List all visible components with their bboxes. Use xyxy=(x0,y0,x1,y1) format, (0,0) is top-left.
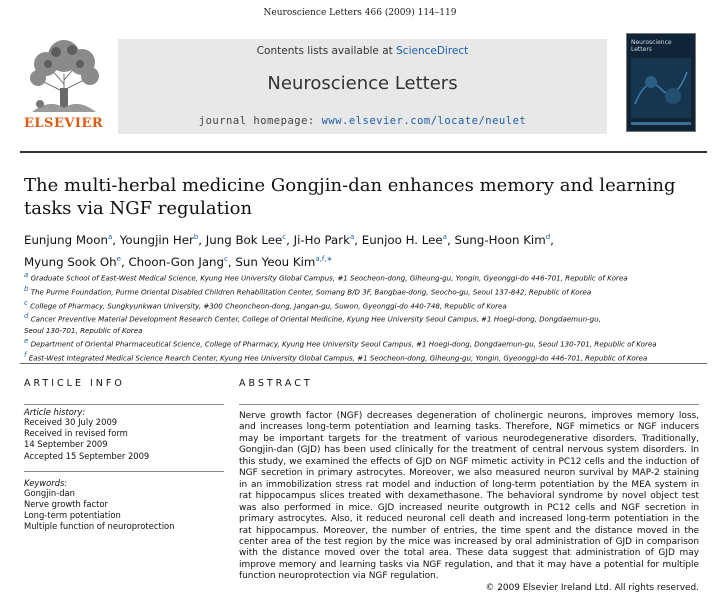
author[interactable]: Eunjung Moon$^a$ xyxy=(24,232,113,247)
affiliation: $^a$ Graduate School of East-West Medical Science, Kyung Hee University Global Campus, #1 Seocheon-dong, Giheung-gu, Yongin, Gyeonggi-do 446-701, Republic of Korea xyxy=(24,271,628,283)
elsevier-tree-icon xyxy=(20,34,108,114)
keyword: Gongjin-dan xyxy=(24,487,75,498)
history-item: Accepted 15 September 2009 xyxy=(24,450,150,461)
abstract-section xyxy=(239,378,699,594)
affiliation: $^d$ Cancer Preventive Material Development Research Center, College of Oriental Medicine, Kyung Hee University Seoul Campus, #1 Hoegi-dong, Dongdaemun-gu, xyxy=(24,312,601,324)
abstract-body: Nerve growth factor (NGF) decreases degeneration of cholinergic neurons, improves memory loss, and increases long-term potentiation and learning tasks. Therefore, NGF mimetics or NGF inducers may be important targets for the treatment of various neurodegenerative disorders. Traditionally, Gongjin-dan (GJD) has been used clinically for the treatment of central nervous system disorders. In this study, we examined the effects of GJD on NGF mimetic activity in PC12 cells and the induction of NGF secretion in primary astrocytes. Moreover, we also measured neuron survival by MAP-2 staining in an immobilization stress rat model and induction of long-term potentiation by the MEA system in rat hippocampus slices treated with dexamethasone. The behavioral syndrome by novel object test was also performed in mice. GJD increased neurite outgrowth in PC12 cells and NGF secretion in primary astrocytes. Also, it reduced neuronal cell death and increased long-term potentiation in the rat hippocampus. Moreover, the number of entries, the time spent and the distance moved in the center area of the test region by the mice was increased by oral administration of GJD in comparison with the distance moved over the total area. These data suggest that administration of GJD may improve memory and learning tasks via NGF regulation, and that it may have a potential for multiple function neuroprotection via NGF regulation. xyxy=(239,404,699,583)
article-info-heading: ARTICLE INFO xyxy=(24,378,125,389)
author-list xyxy=(24,228,694,272)
history-item: Received in revised form xyxy=(24,428,128,439)
keyword: Nerve growth factor xyxy=(24,499,108,510)
author[interactable]: Myung Sook Oh$^e$ xyxy=(24,254,121,269)
contents-line xyxy=(118,45,607,57)
cover-title: Neuroscience Letters xyxy=(631,39,672,53)
author-line: Eunjung Moon$^a$, Youngjin Her$^b$, Jung Bok Lee$^c$, Ji-Ho Park$^a$, Eunjoo H. Lee$^a$, Sung-Hoon Kim$^d$, xyxy=(24,232,554,247)
author[interactable]: Choon-Gon Jang$^c$ xyxy=(128,254,228,269)
author[interactable]: Jung Bok Lee$^c$ xyxy=(205,232,287,247)
journal-citation: Neuroscience Letters 466 (2009) 114–119 xyxy=(263,8,457,18)
header-divider xyxy=(20,151,707,153)
author[interactable]: Youngjin Her$^b$ xyxy=(119,232,199,247)
copyright-notice: © 2009 Elsevier Ireland Ltd. All rights reserved. xyxy=(485,582,699,593)
keywords xyxy=(24,471,224,533)
cover-art-icon xyxy=(627,34,695,131)
history-item: 14 September 2009 xyxy=(24,439,108,450)
affiliation: $^f$ East-West Integrated Medical Science Rearch Center, Kyung Hee University Global Campus, #1 Seocheon-dong, Giheung-gu, Yongin, Gyeonggi-do 446-701, Republic of Korea xyxy=(24,351,648,363)
article-history xyxy=(24,404,224,462)
journal-banner xyxy=(118,39,607,134)
keyword: Long-term potentiation xyxy=(24,510,121,521)
affiliation-continued: Seoul 130-701, Republic of Korea xyxy=(24,326,143,336)
article-title: The multi-herbal medicine Gongjin-dan enhances memory and learning tasks via NGF regulation xyxy=(24,175,676,219)
history-label: Article history: xyxy=(24,407,86,417)
affiliation: $^b$ The Purme Foundation, Purme Oriental Disabled Children Rehabilitation Center, Somang B/D 3F, Bangbae-dong, Seocho-gu, Seoul 137-842, Republic of Korea xyxy=(24,284,592,297)
author[interactable]: Sung-Hoon Kim$^d$ xyxy=(454,232,551,247)
journal-cover-image xyxy=(626,33,696,132)
elsevier-logo xyxy=(20,34,108,134)
affiliations xyxy=(24,270,704,364)
author-line: Myung Sook Oh$^e$, Choon-Gon Jang$^c$, Sun Yeou Kim$^{a,f,∗}$ xyxy=(24,254,333,269)
homepage-prefix: journal homepage: xyxy=(198,115,322,127)
section-divider xyxy=(20,363,707,364)
homepage-link[interactable]: www.elsevier.com/locate/neulet xyxy=(321,115,527,127)
author-corresponding[interactable]: Sun Yeou Kim$^{a,f,∗}$ xyxy=(235,254,333,269)
keyword: Multiple function of neuroprotection xyxy=(24,521,175,532)
publisher-name: ELSEVIER xyxy=(24,116,104,131)
sciencedirect-link[interactable]: ScienceDirect xyxy=(396,45,469,57)
journal-header xyxy=(20,31,707,139)
history-item: Received 30 July 2009 xyxy=(24,417,118,427)
contents-prefix: Contents lists available at xyxy=(256,45,397,57)
journal-homepage xyxy=(118,115,607,127)
author[interactable]: Ji-Ho Park$^a$ xyxy=(293,232,355,247)
journal-title: Neuroscience Letters xyxy=(267,73,458,94)
keywords-label: Keywords: xyxy=(24,477,68,488)
affiliation: $^c$ College of Pharmacy, Sungkyunkwan University, #300 Cheoncheon-dong, Jangan-gu, Suwon, Gyeonggi-do 440-748, Republic of Korea xyxy=(24,298,507,310)
article-info xyxy=(24,378,224,533)
affiliation: $^e$ Department of Oriental Pharmaceutical Science, College of Pharmacy, Kyung Hee University Seoul Campus, #1 Hoegi-dong, Dongdaemun-gu, Seoul 130-701, Republic of Korea xyxy=(24,337,657,349)
author[interactable]: Eunjoo H. Lee$^a$ xyxy=(361,232,447,247)
abstract-heading: ABSTRACT xyxy=(239,378,313,389)
